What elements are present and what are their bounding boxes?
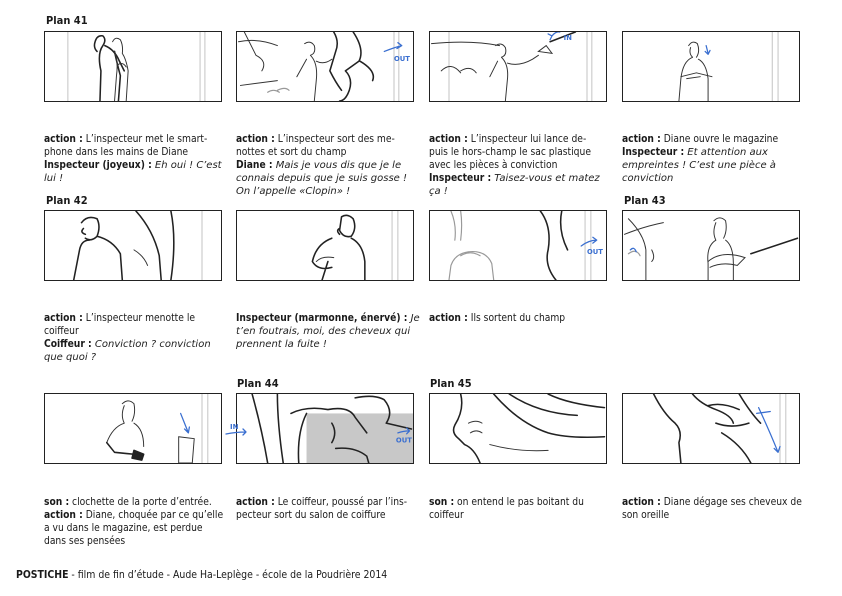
caption-text: coiffeur: [429, 510, 464, 521]
caption-dialogue: Eh oui ! C’est: [151, 160, 222, 171]
out-arrow-label: OUT: [587, 247, 603, 256]
credits-text: - film de fin d’étude - Aude Ha-Leplège - école de la Poudrière 2014: [68, 569, 388, 581]
storyboard-frame-7: [429, 210, 607, 281]
caption-line: [44, 312, 234, 325]
caption-dialogue: t’en foutrais, moi, des cheveux qui: [236, 326, 411, 337]
caption-line: [429, 172, 619, 185]
caption-text: Diane ouvre le magazine: [660, 134, 779, 145]
caption-line: [622, 146, 812, 159]
caption-line: [44, 338, 234, 351]
caption-text: Ils sortent du champ: [467, 313, 566, 324]
caption-dialogue: conviction: [622, 173, 674, 184]
caption-text: L’inspecteur menotte le: [82, 313, 196, 324]
caption-role: Coiffeur :: [44, 339, 92, 350]
caption-text: Diane, choquée par ce qu’elle: [82, 510, 224, 521]
caption-6: [236, 312, 426, 351]
caption-text: son oreille: [622, 510, 670, 521]
caption-9: [44, 496, 234, 548]
storyboard-frame-8: [622, 210, 800, 281]
caption-role: Diane :: [236, 160, 273, 171]
in-arrow-label: IN: [230, 423, 239, 431]
caption-dialogue: Mais je vous dis que je le: [272, 160, 402, 171]
caption-line: [236, 146, 426, 159]
caption-dialogue: connais depuis que je suis gosse !: [236, 173, 408, 184]
caption-text: puis le hors-champ le sac plastique: [429, 147, 591, 158]
caption-dialogue: Je: [407, 313, 420, 324]
caption-text: pecteur sort du salon de coiffure: [236, 510, 386, 521]
caption-role: action :: [429, 134, 468, 145]
caption-text: coiffeur: [44, 326, 79, 337]
caption-role: action :: [44, 510, 83, 521]
plan-42-label: Plan 42: [46, 194, 88, 207]
caption-line: [429, 509, 619, 522]
caption-line: [236, 133, 426, 146]
caption-line: [44, 159, 234, 172]
caption-line: [622, 509, 812, 522]
caption-line: [236, 159, 426, 172]
storyboard-frame-11: [429, 393, 607, 464]
caption-text: on entend le pas boitant du: [454, 497, 584, 508]
caption-text: L’inspecteur sort des me-: [274, 134, 395, 145]
caption-text: Diane dégage ses cheveux de: [660, 497, 802, 508]
caption-text: dans ses pensées: [44, 536, 126, 547]
caption-7: [429, 312, 619, 325]
caption-text: clochette de la porte d’entrée.: [69, 497, 212, 508]
caption-text: a vu dans le magazine, est perdue: [44, 523, 203, 534]
plan-41-label: Plan 41: [46, 14, 88, 27]
caption-line: [429, 312, 619, 325]
caption-line: [622, 496, 812, 509]
out-arrow-label: OUT: [394, 55, 410, 64]
storyboard-frame-10: [236, 393, 414, 464]
storyboard-frame-4: [622, 31, 800, 102]
caption-5: [44, 312, 234, 364]
caption-dialogue: Conviction ? conviction: [91, 339, 211, 350]
storyboard-frame-12: [622, 393, 800, 464]
out-arrow-label: OUT: [395, 436, 412, 445]
caption-dialogue: prennent la fuite !: [236, 339, 327, 350]
caption-line: [44, 146, 234, 159]
caption-line: [236, 312, 426, 325]
caption-line: [44, 172, 234, 185]
caption-role: action :: [44, 313, 83, 324]
caption-line: [44, 522, 234, 535]
storyboard-frame-1: [44, 31, 222, 102]
caption-role: Inspecteur :: [622, 147, 685, 158]
storyboard-frame-5: [44, 210, 222, 281]
caption-role: son :: [44, 497, 70, 508]
caption-12: [622, 496, 812, 522]
plan-44-label: Plan 44: [237, 377, 279, 390]
caption-4: [622, 133, 812, 185]
caption-line: [429, 185, 619, 198]
caption-text: nottes et sort du champ: [236, 147, 347, 158]
caption-role: action :: [44, 134, 83, 145]
caption-dialogue: empreintes ! C’est une pièce à: [622, 160, 776, 171]
caption-line: [622, 159, 812, 172]
caption-dialogue: lui !: [44, 173, 64, 184]
caption-dialogue: que quoi ?: [44, 352, 97, 363]
caption-text: avec les pièces à conviction: [429, 160, 558, 171]
caption-line: [44, 325, 234, 338]
caption-line: [429, 496, 619, 509]
caption-dialogue: On l’appelle «Clopin» !: [236, 186, 351, 197]
caption-3: [429, 133, 619, 198]
in-arrow-icon: [222, 420, 252, 440]
caption-role: action :: [622, 497, 661, 508]
plan-43-label: Plan 43: [624, 194, 666, 207]
caption-line: [236, 185, 426, 198]
caption-text: L’inspecteur met le smart-: [82, 134, 208, 145]
caption-1: [44, 133, 234, 185]
plan-45-label: Plan 45: [430, 377, 472, 390]
caption-dialogue: Et attention aux: [684, 147, 768, 158]
storyboard-frame-2: [236, 31, 414, 102]
caption-line: [44, 535, 234, 548]
caption-dialogue: Taisez-vous et matez: [491, 173, 600, 184]
caption-role: Inspecteur :: [429, 173, 492, 184]
caption-dialogue: ça !: [429, 186, 448, 197]
caption-text: phone dans les mains de Diane: [44, 147, 189, 158]
in-arrow-label: IN: [563, 33, 572, 42]
caption-11: [429, 496, 619, 522]
caption-line: [236, 509, 426, 522]
caption-role: action :: [236, 497, 275, 508]
caption-line: [622, 133, 812, 146]
caption-line: [44, 351, 234, 364]
caption-line: [44, 496, 234, 509]
storyboard-frame-6: [236, 210, 414, 281]
caption-role: action :: [622, 134, 661, 145]
caption-role: action :: [236, 134, 275, 145]
caption-role: son :: [429, 497, 455, 508]
caption-line: [429, 133, 619, 146]
caption-line: [429, 146, 619, 159]
storyboard-frame-9: [44, 393, 222, 464]
caption-line: [236, 325, 426, 338]
caption-role: Inspecteur (joyeux) :: [44, 160, 152, 171]
caption-text: Le coiffeur, poussé par l’ins-: [274, 497, 408, 508]
film-title: POSTICHE: [16, 569, 69, 581]
caption-line: [236, 338, 426, 351]
caption-line: [622, 172, 812, 185]
caption-10: [236, 496, 426, 522]
caption-role: action :: [429, 313, 468, 324]
footer-credits: [16, 569, 387, 581]
caption-line: [44, 509, 234, 522]
caption-text: L’inspecteur lui lance de-: [467, 134, 587, 145]
caption-line: [429, 159, 619, 172]
caption-role: Inspecteur (marmonne, énervé) :: [236, 313, 408, 324]
storyboard-frame-3: [429, 31, 607, 102]
caption-line: [236, 496, 426, 509]
caption-line: [44, 133, 234, 146]
caption-2: [236, 133, 426, 198]
caption-line: [236, 172, 426, 185]
